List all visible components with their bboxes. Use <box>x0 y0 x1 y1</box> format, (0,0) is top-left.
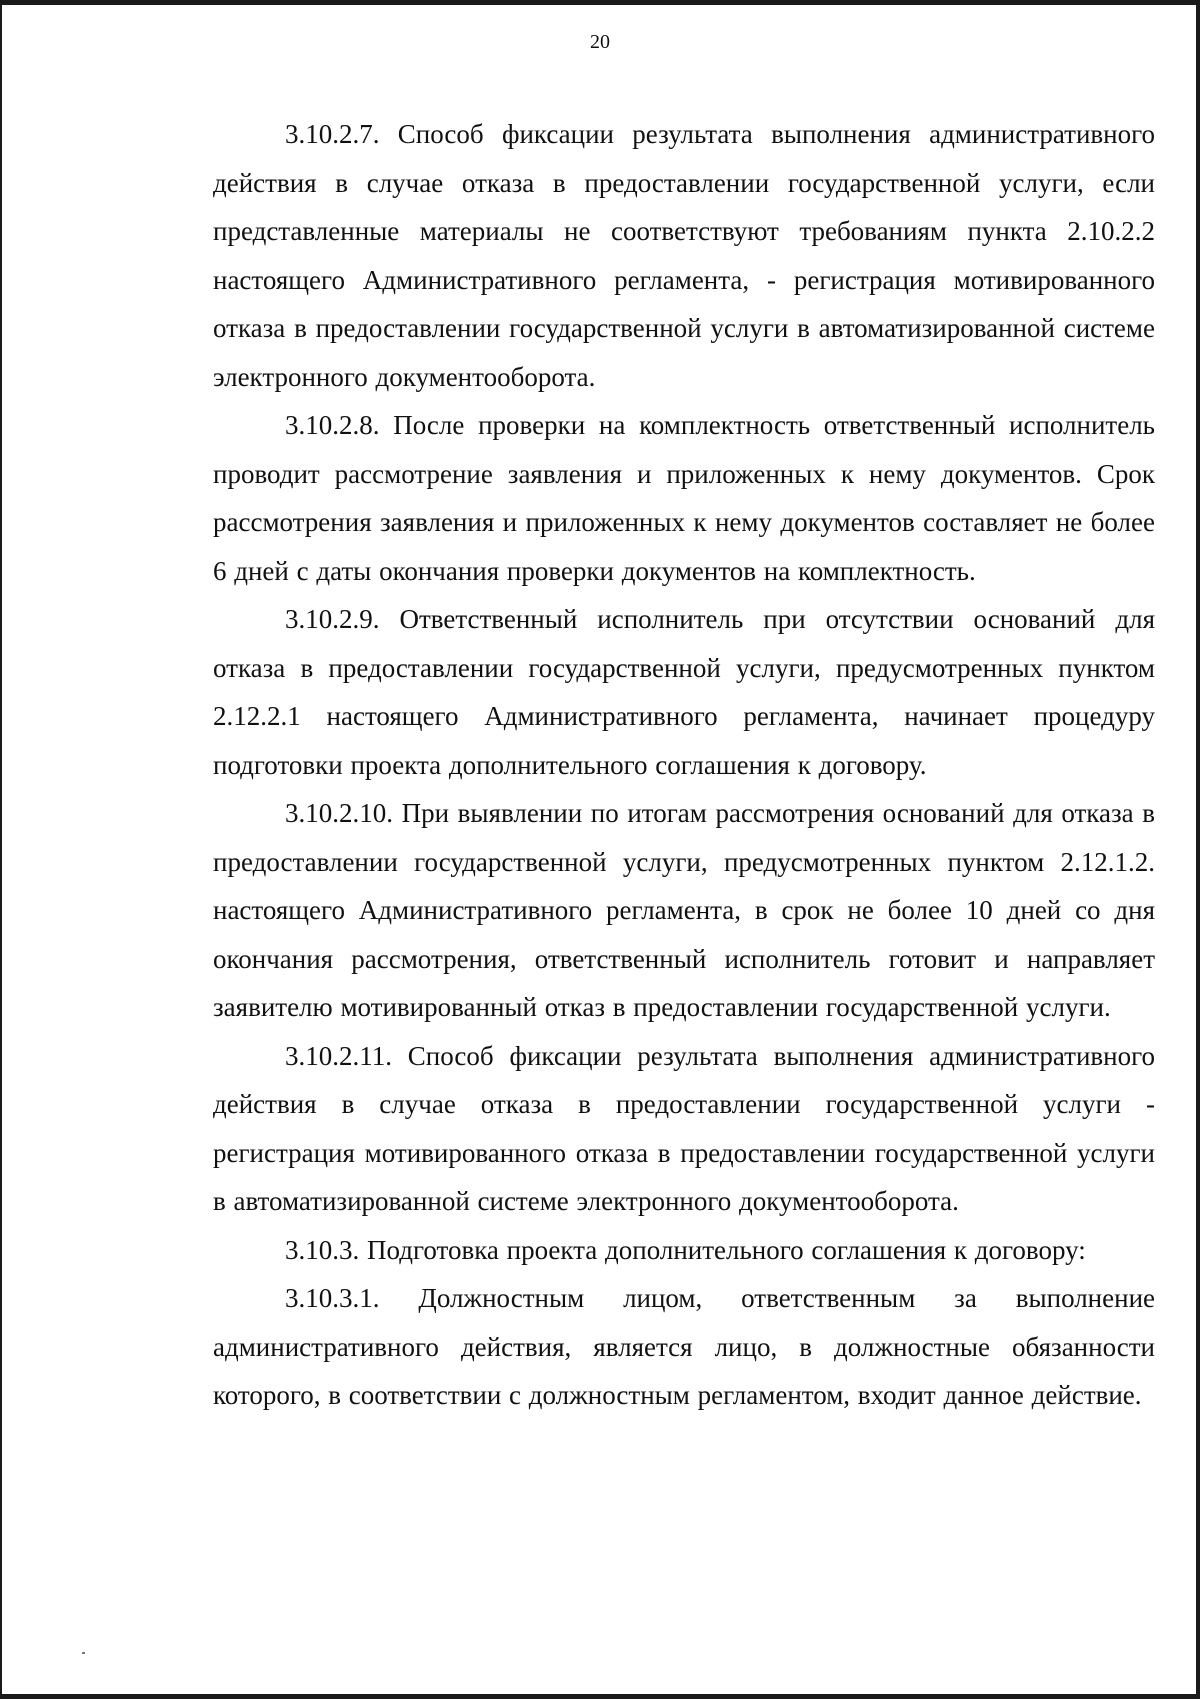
paragraph-3-10-3: 3.10.3. Подготовка проекта дополнительного соглашения к договору: <box>285 1234 1086 1265</box>
paragraph-3-10-2-11: 3.10.2.11. Способ фиксации результата выполнения административного действия в случае отказа в предоставлении государственной услуги - регистрация мотивированного отказа в предоставлении государственной услуги в автоматизированной системе электронного документооборота. <box>213 1040 1155 1216</box>
page-number: 20 <box>590 31 610 53</box>
scan-speck <box>82 1652 85 1654</box>
paragraph-3-10-2-8: 3.10.2.8. После проверки на комплектность ответственный исполнитель проводит рассмотрение заявления и приложенных к нему документов. Срок рассмотрения заявления и приложенных к нему документов составляет не более 6 дней с даты окончания проверки документов на комплектность. <box>213 410 1155 586</box>
paragraph-3-10-2-9: 3.10.2.9. Ответственный исполнитель при отсутствии оснований для отказа в предоставлении государственной услуги, предусмотренных пунктом 2.12.2.1 настоящего Административного регламента, начинает процедуру подготовки проекта дополнительного соглашения к договору. <box>213 604 1155 780</box>
document-body <box>213 110 1155 1420</box>
paragraph-3-10-2-7: 3.10.2.7. Способ фиксации результата выполнения административного действия в случае отказа в предоставлении государственной услуги, если представленные материалы не соответствуют требованиям пункта 2.10.2.2 настоящего Административного регламента, - регистрация мотивированного отказа в предоставлении государственной услуги в автоматизированной системе электронного документооборота. <box>213 119 1155 392</box>
paragraph-3-10-2-10: 3.10.2.10. При выявлении по итогам рассмотрения оснований для отказа в предоставлении государственной услуги, предусмотренных пунктом 2.12.1.2. настоящего Административного регламента, в срок не более 10 дней со дня окончания рассмотрения, ответственный исполнитель готовит и направляет заявителю мотивированный отказ в предоставлении государственной услуги. <box>213 798 1155 1022</box>
paragraph-3-10-3-1: 3.10.3.1. Должностным лицом, ответственным за выполнение административного действия, является лицо, в должностные обязанности которого, в соответствии с должностным регламентом, входит данное действие. <box>213 1283 1155 1410</box>
